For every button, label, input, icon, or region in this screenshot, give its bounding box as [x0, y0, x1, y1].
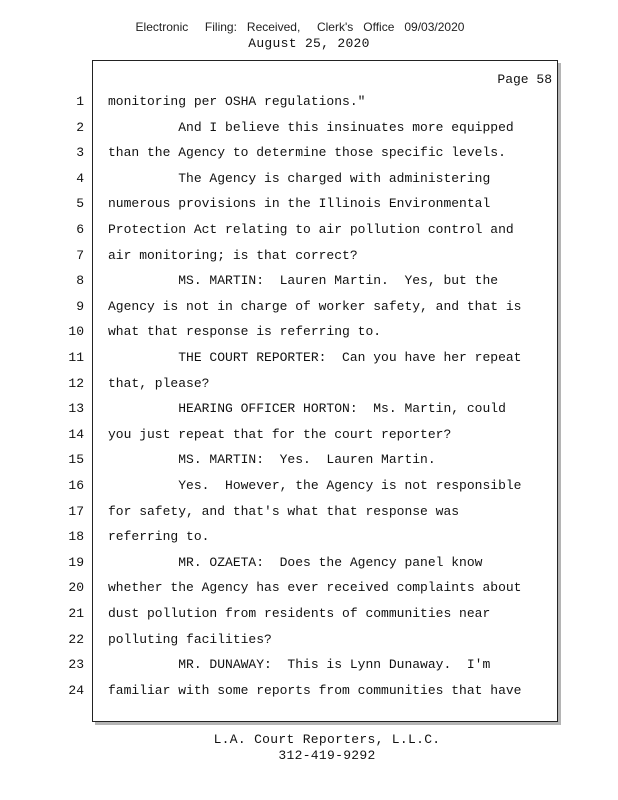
line-number: 17 — [68, 504, 84, 519]
transcript-line: numerous provisions in the Illinois Environmental — [108, 196, 491, 211]
transcript-line: MS. MARTIN: Yes. Lauren Martin. — [108, 452, 436, 467]
transcript-line: that, please? — [108, 376, 210, 391]
transcript-line: what that response is referring to. — [108, 324, 382, 339]
line-number: 13 — [68, 401, 84, 416]
line-number: 12 — [68, 376, 84, 391]
transcript-line: whether the Agency has ever received complaints about — [108, 580, 522, 595]
transcript-line: for safety, and that's what that response was — [108, 504, 460, 519]
transcript-line: MS. MARTIN: Lauren Martin. Yes, but the — [108, 273, 499, 288]
line-number: 9 — [76, 299, 84, 314]
line-number: 1 — [76, 94, 84, 109]
transcript-line: than the Agency to determine those specific levels. — [108, 145, 506, 160]
transcript-line: The Agency is charged with administering — [108, 171, 491, 186]
line-number: 5 — [76, 196, 84, 211]
transcript-line: polluting facilities? — [108, 632, 272, 647]
line-number: 3 — [76, 145, 84, 160]
line-number: 24 — [68, 683, 84, 698]
footer-company: L.A. Court Reporters, L.L.C. — [213, 732, 441, 747]
transcript-date: August 25, 2020 — [248, 36, 370, 51]
line-number: 7 — [76, 248, 84, 263]
line-number: 23 — [68, 657, 84, 672]
transcript-line: MR. OZAETA: Does the Agency panel know — [108, 555, 483, 570]
line-number: 21 — [68, 606, 84, 621]
transcript-line: HEARING OFFICER HORTON: Ms. Martin, could — [108, 401, 506, 416]
line-number: 4 — [76, 171, 84, 186]
line-number: 16 — [68, 478, 84, 493]
transcript-line: monitoring per OSHA regulations." — [108, 94, 366, 109]
line-number: 10 — [68, 324, 84, 339]
transcript-line: familiar with some reports from communities that have — [108, 683, 522, 698]
line-number: 15 — [68, 452, 84, 467]
filing-stamp: Electronic Filing: Received, Clerk's Office 09/03/2020 — [135, 20, 465, 34]
transcript-line: And I believe this insinuates more equipped — [108, 120, 514, 135]
transcript-line: Yes. However, the Agency is not responsible — [108, 478, 522, 493]
line-number: 19 — [68, 555, 84, 570]
line-number: 11 — [68, 350, 84, 365]
transcript-line: you just repeat that for the court reporter? — [108, 427, 452, 442]
page-number: Page 58 — [497, 72, 552, 87]
line-number: 8 — [76, 273, 84, 288]
transcript-line: MR. DUNAWAY: This is Lynn Dunaway. I'm — [108, 657, 491, 672]
transcript-line: THE COURT REPORTER: Can you have her repeat — [108, 350, 522, 365]
line-number: 2 — [76, 120, 84, 135]
transcript-line: Protection Act relating to air pollution control and — [108, 222, 514, 237]
line-number: 22 — [68, 632, 84, 647]
transcript-line: Agency is not in charge of worker safety, and that is — [108, 299, 522, 314]
line-number: 18 — [68, 529, 84, 544]
line-number: 14 — [68, 427, 84, 442]
transcript-line: referring to. — [108, 529, 210, 544]
transcript-line: air monitoring; is that correct? — [108, 248, 358, 263]
transcript-line: dust pollution from residents of communities near — [108, 606, 491, 621]
footer-phone: 312-419-9292 — [278, 748, 376, 763]
line-number: 20 — [68, 580, 84, 595]
line-number: 6 — [76, 222, 84, 237]
